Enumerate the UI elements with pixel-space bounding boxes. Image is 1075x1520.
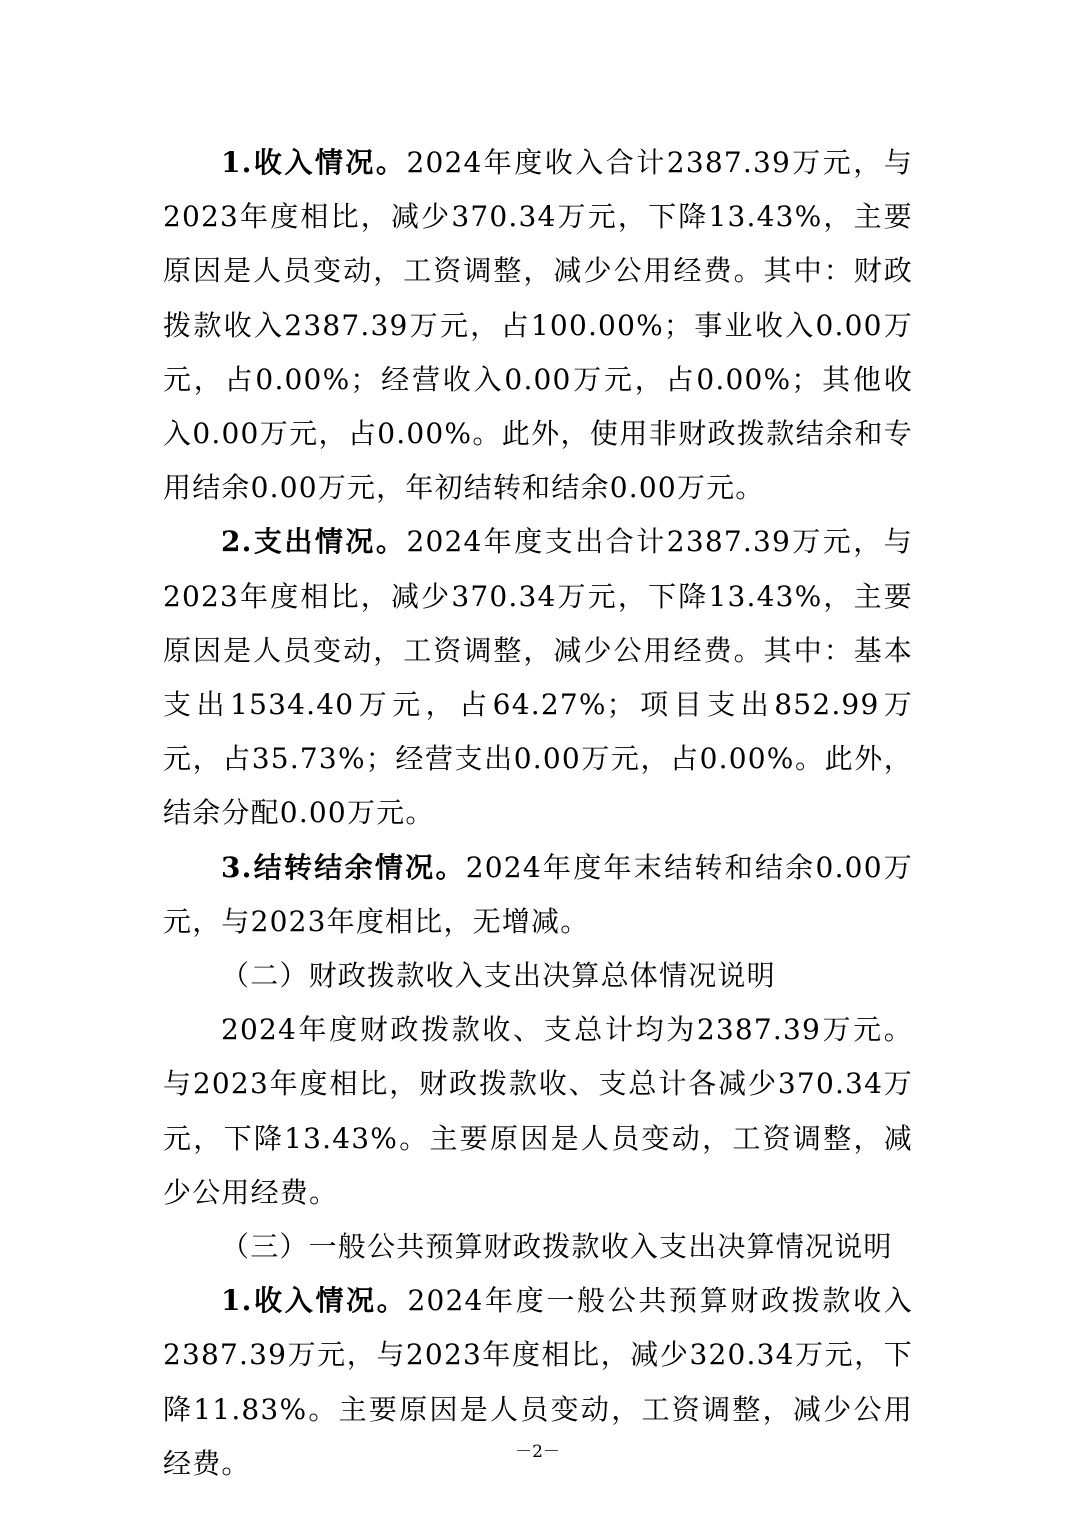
expenditure-text: 2024年度支出合计2387.39万元，与2023年度相比，减少370.34万元，下降13.43%，主要原因是人员变动，工资调整，减少公用经费。其中：基本支出1534.40万元，占64.27%；项目支出852.99万元，占35.73%；经营支出0.00万元，占0.00%。此外，结余分配0.00万元。: [163, 525, 913, 830]
carryover-lead: 3.结转结余情况。: [221, 850, 466, 884]
income-lead: 1.收入情况。: [221, 146, 407, 179]
income-paragraph: [163, 136, 913, 515]
income-text: 2024年度收入合计2387.39万元，与2023年度相比，减少370.34万元，下降13.43%，主要原因是人员变动，工资调整，减少公用经费。其中：财政拨款收入2387.39万元，占100.00%；事业收入0.00万元，占0.00%；经营收入0.00万元，占0.00%；其他收入0.00万元，占0.00%。此外，使用非财政拨款结余和专用结余0.00万元，年初结转和结余0.00万元。: [163, 146, 913, 505]
page-number: －2－: [515, 1442, 560, 1462]
page-content: [163, 136, 913, 1491]
general-budget-income-text: 2024年度一般公共预算财政拨款收入2387.39万元，与2023年度相比，减少320.34万元，下降11.83%。主要原因是人员变动，工资调整，减少公用经费。: [163, 1284, 913, 1480]
general-budget-income-lead: 1.收入情况。: [221, 1284, 408, 1318]
fiscal-total-paragraph: 2024年度财政拨款收、支总计均为2387.39万元。与2023年度相比，财政拨款收、支总计各减少370.34万元，下降13.43%。主要原因是人员变动，工资调整，减少公用经费。: [163, 1013, 913, 1209]
expenditure-paragraph: [163, 515, 913, 840]
carryover-paragraph: [163, 841, 913, 949]
carryover-text: 2024年度年末结转和结余0.00万元，与2023年度相比，无增减。: [163, 850, 913, 938]
section-heading-2: （二）财政拨款收入支出决算总体情况说明: [221, 959, 776, 993]
section-heading-3: （三）一般公共预算财政拨款收入支出决算情况说明: [221, 1230, 893, 1264]
expenditure-lead: 2.支出情况。: [221, 525, 407, 559]
